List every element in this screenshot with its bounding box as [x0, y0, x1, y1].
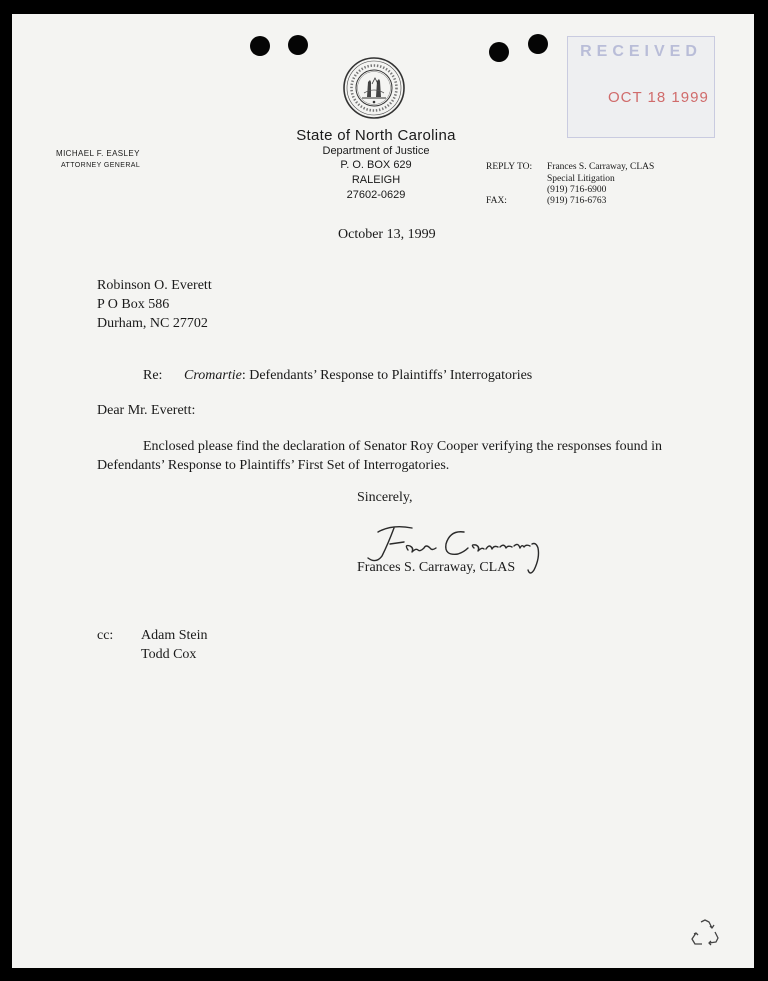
recipient-city: Durham, NC 27702	[97, 316, 208, 331]
letterhead-state: State of North Carolina	[296, 127, 456, 144]
letter-date: October 13, 1999	[338, 227, 436, 242]
stamp-received-text: RECEIVED	[580, 43, 702, 60]
recipient-name: Robinson O. Everett	[97, 278, 212, 293]
recycle-icon	[690, 918, 720, 948]
state-seal-icon	[342, 56, 406, 120]
received-stamp	[567, 36, 715, 138]
letter-page	[12, 14, 754, 968]
letterhead-po-box: P. O. BOX 629	[340, 159, 412, 171]
closing: Sincerely,	[357, 490, 413, 505]
letterhead-department: Department of Justice	[322, 145, 430, 157]
cc-item: Adam Stein	[141, 628, 208, 643]
attorney-name: MICHAEL F. EASLEY	[56, 149, 140, 158]
attorney-title: ATTORNEY GENERAL	[61, 162, 141, 169]
punch-hole	[288, 35, 308, 55]
reply-to-unit: Special Litigation	[547, 174, 615, 184]
punch-hole	[528, 34, 548, 54]
punch-hole	[250, 36, 270, 56]
reply-to-name: Frances S. Carraway, CLAS	[547, 162, 655, 172]
cc-label: cc:	[97, 628, 114, 643]
case-name: Cromartie	[184, 368, 242, 383]
fax-number: (919) 716-6763	[547, 196, 607, 206]
re-subject: : Defendants’ Response to Plaintiffs’ Interrogatories	[241, 368, 533, 383]
salutation: Dear Mr. Everett:	[97, 403, 196, 418]
stamp-date: OCT 18 1999	[608, 89, 709, 106]
re-line	[184, 366, 532, 386]
punch-hole	[489, 42, 509, 62]
reply-to-phone: (919) 716-6900	[547, 185, 607, 195]
body-line-2: Defendants’ Response to Plaintiffs’ First Set of Interrogatories.	[97, 458, 450, 473]
cc-item: Todd Cox	[141, 647, 197, 662]
reply-to-label: REPLY TO:	[486, 162, 533, 172]
fax-label: FAX:	[486, 196, 507, 206]
letterhead-zip: 27602-0629	[346, 189, 406, 201]
signer-name: Frances S. Carraway, CLAS	[357, 560, 516, 575]
recipient-po-box: P O Box 586	[97, 297, 170, 312]
body-line-1: Enclosed please find the declaration of Senator Roy Cooper verifying the responses found in	[143, 439, 663, 454]
letterhead-city: RALEIGH	[351, 174, 401, 186]
re-label: Re:	[143, 368, 163, 383]
